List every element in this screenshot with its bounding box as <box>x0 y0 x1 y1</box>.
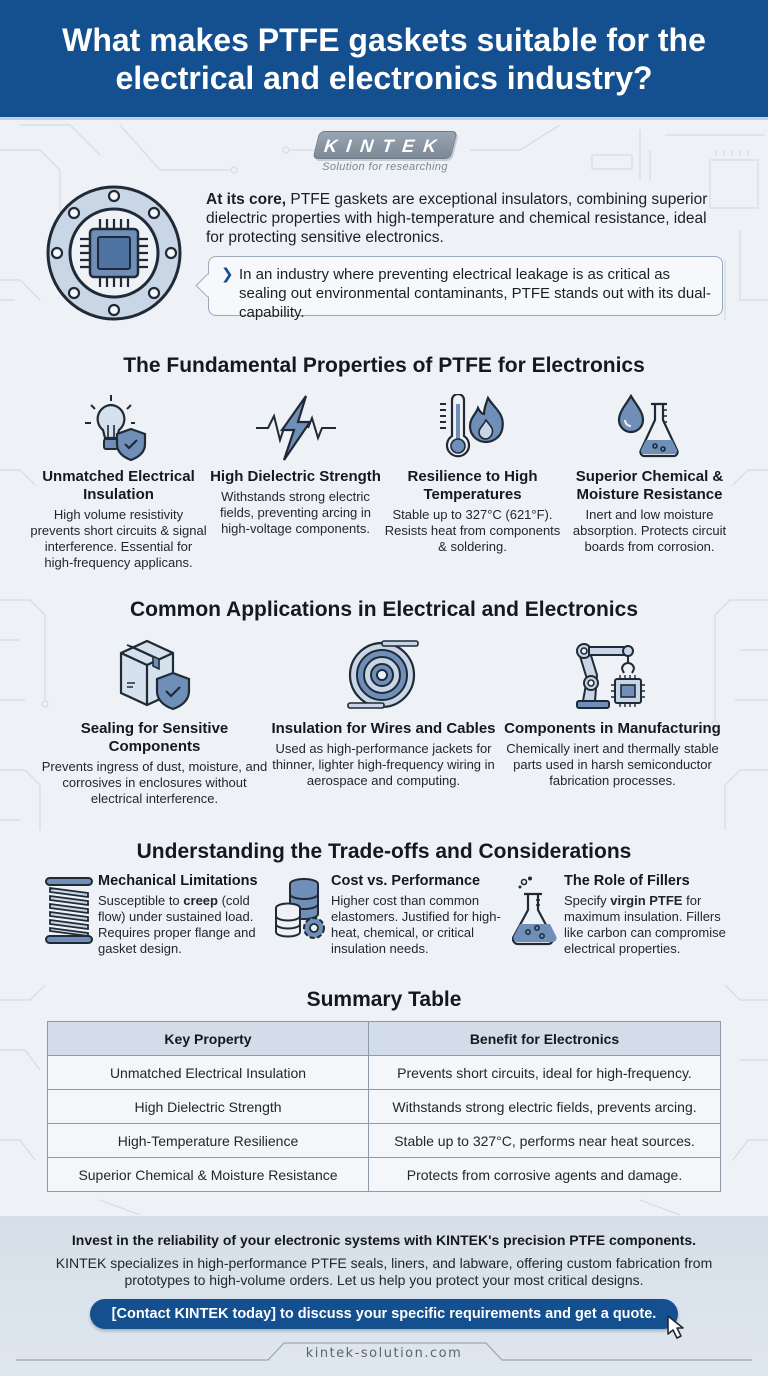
application-title: Insulation for Wires and Cables <box>271 720 496 737</box>
lightbulb-shield-icon <box>81 393 157 463</box>
table-row <box>48 1124 721 1158</box>
lightning-wave-icon <box>254 394 338 462</box>
tradeoff-title: Mechanical Limitations <box>98 873 258 889</box>
application-title: Components in Manufacturing <box>504 720 721 737</box>
table-header-cell: Benefit for Electronics <box>369 1022 721 1056</box>
robot-arm-chip-icon <box>575 639 651 711</box>
tradeoff-desc: Susceptible to creep (cold flow) under sustained load. Requires proper flange and gasket design. <box>98 893 256 956</box>
logo-tagline: Solution for researching <box>322 161 448 173</box>
properties-section-title: The Fundamental Properties of PTFE for Electronics <box>123 354 645 377</box>
property-card <box>207 392 384 571</box>
table-row <box>48 1158 721 1192</box>
thermometer-flame-icon <box>438 394 508 462</box>
table-cell: High Dielectric Strength <box>48 1090 369 1124</box>
flask-bubbles-icon <box>512 876 558 948</box>
mouse-cursor-icon <box>666 1314 688 1340</box>
coins-gear-icon <box>274 876 330 942</box>
summary-section-title: Summary Table <box>306 988 462 1011</box>
website-link[interactable]: kintek-solution.com <box>305 1346 463 1361</box>
table-row <box>48 1056 721 1090</box>
tradeoff-item <box>273 872 506 957</box>
application-desc: Chemically inert and thermally stable parts used in harsh semiconductor fabrication processes. <box>506 741 719 788</box>
spring-icon <box>44 876 94 946</box>
intro-lead-text: PTFE gaskets are exceptional insulators, combining superior dielectric properties with high-temperature and chemical resistance, ideal for protecting sensitive electronics. <box>206 191 708 246</box>
tradeoffs-section-title: Understanding the Trade-offs and Considerations <box>136 840 632 863</box>
property-title: Superior Chemical & Moisture Resistance <box>575 468 724 503</box>
contact-cta-button[interactable]: [Contact KINTEK today] to discuss your specific requirements and get a quote. <box>90 1299 678 1329</box>
footer-headline: Invest in the reliability of your electronic systems with KINTEK's precision PTFE components. <box>71 1232 697 1248</box>
table-cell: Stable up to 327°C, performs near heat sources. <box>369 1124 721 1158</box>
chevron-right-icon: ❯ <box>221 266 234 283</box>
box-shield-icon <box>117 639 193 711</box>
property-title: Resilience to High Temperatures <box>407 468 538 503</box>
coiled-cable-icon <box>346 639 422 711</box>
property-desc: Inert and low moisture absorption. Protects circuit boards from corrosion. <box>572 507 727 554</box>
table-cell: Prevents short circuits, ideal for high-frequency. <box>369 1056 721 1090</box>
page-title: What makes PTFE gaskets suitable for the electrical and electronics industry? <box>62 21 706 96</box>
table-header-cell: Key Property <box>48 1022 369 1056</box>
application-card <box>269 634 498 807</box>
tradeoff-desc: Higher cost than common elastomers. Justified for high-heat, chemical, or critical insulation needs. <box>331 893 501 956</box>
intro-lead-bold: At its core, <box>206 191 287 208</box>
logo-name: KINTEK <box>323 136 447 156</box>
property-title: High Dielectric Strength <box>210 468 381 485</box>
kintek-logo <box>314 131 456 173</box>
tradeoffs-list <box>40 872 740 957</box>
callout-text: In an industry where preventing electrical leakage is as critical as sealing out environmental contaminants, PTFE stands out with its dual-capability. <box>239 266 711 321</box>
tradeoff-item <box>506 872 739 957</box>
tradeoff-desc: Specify virgin PTFE for maximum insulation. Fillers like carbon can compromise electrical properties. <box>564 893 726 956</box>
application-desc: Prevents ingress of dust, moisture, and corrosives in enclosures without electrical interference. <box>41 759 268 806</box>
property-desc: Withstands strong electric fields, preventing arcing in high-voltage components. <box>219 489 372 536</box>
table-header-row <box>48 1022 721 1056</box>
gasket-chip-icon <box>44 183 184 323</box>
property-title: Unmatched Electrical Insulation <box>42 468 195 503</box>
summary-table <box>47 1021 721 1192</box>
table-cell: High-Temperature Resilience <box>48 1124 369 1158</box>
droplet-flask-icon <box>615 394 685 462</box>
intro-callout <box>208 256 723 321</box>
property-card <box>384 392 561 571</box>
logo-badge <box>313 131 458 159</box>
tradeoff-title: Cost vs. Performance <box>331 873 481 889</box>
property-desc: Stable up to 327°C (621°F). Resists heat from components & soldering. <box>384 507 561 554</box>
table-row <box>48 1090 721 1124</box>
table-cell: Protects from corrosive agents and damage. <box>369 1158 721 1192</box>
page-header <box>0 0 768 120</box>
applications-grid <box>40 634 728 807</box>
table-cell: Withstands strong electric fields, prevents arcing. <box>369 1090 721 1124</box>
property-desc: High volume resistivity prevents short circuits & signal interference. Essential for high-frequency applicans. <box>30 507 207 570</box>
applications-section-title: Common Applications in Electrical and Electronics <box>130 598 638 621</box>
application-title: Sealing for Sensitive Components <box>80 720 229 755</box>
property-card <box>561 392 738 571</box>
properties-grid <box>30 392 738 571</box>
tradeoff-title: The Role of Fillers <box>564 873 690 889</box>
intro-paragraph <box>206 190 726 247</box>
tradeoff-item <box>40 872 273 957</box>
property-card <box>30 392 207 571</box>
table-cell: Superior Chemical & Moisture Resistance <box>48 1158 369 1192</box>
application-card <box>498 634 727 807</box>
footer-body: KINTEK specializes in high-performance PTFE seals, liners, and labware, offering custom fabrication from prototypes to high-volume orders. Let us help you protect your most critical designs. <box>55 1255 713 1288</box>
application-desc: Used as high-performance jackets for thinner, lighter high-frequency wiring in aerospace and computing. <box>272 741 495 788</box>
application-card <box>40 634 269 807</box>
table-cell: Unmatched Electrical Insulation <box>48 1056 369 1090</box>
